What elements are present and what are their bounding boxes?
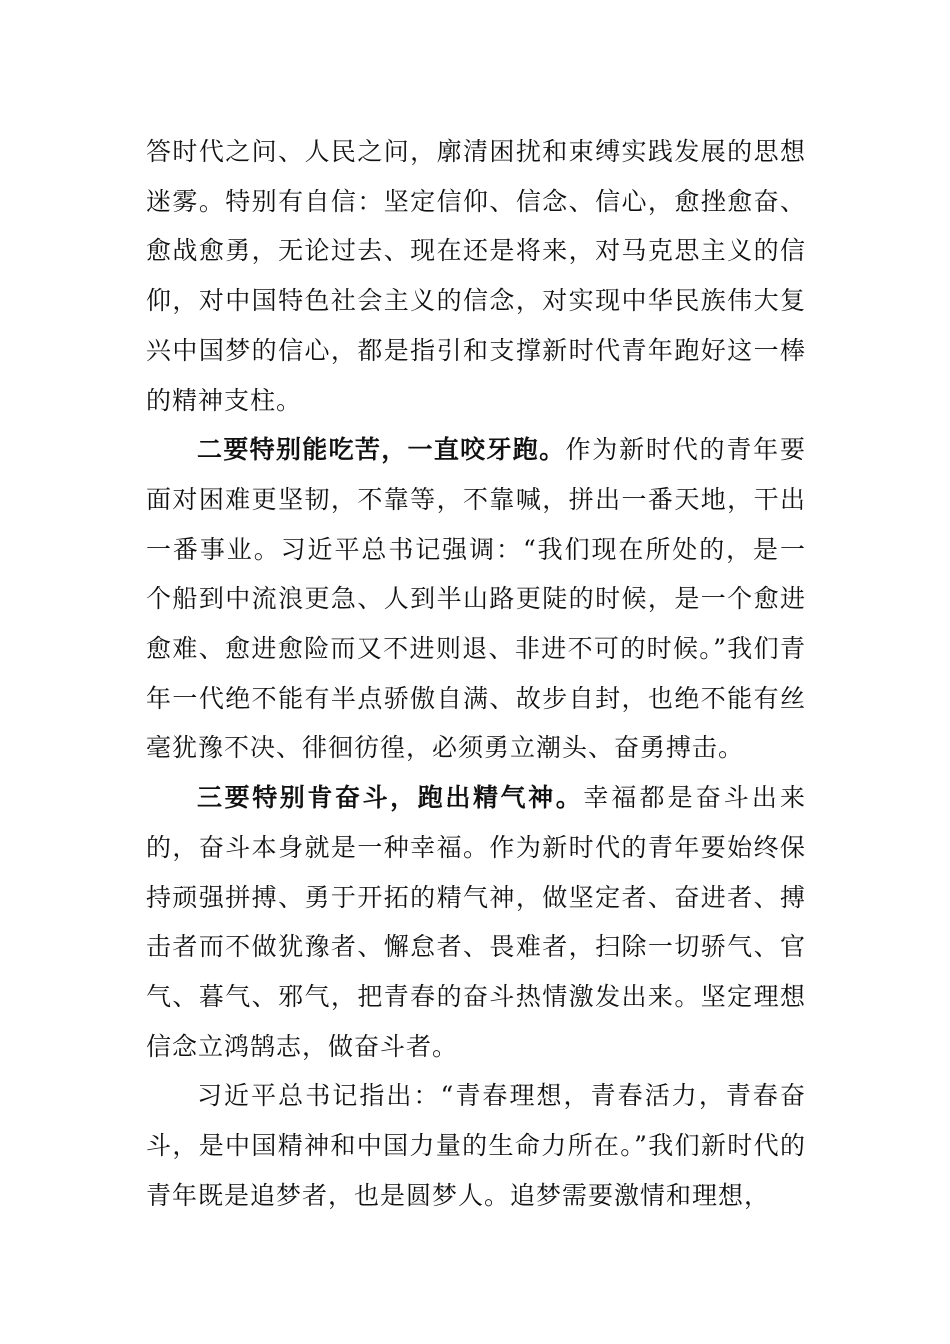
paragraph-text: 习近平总书记指出：“青春理想，青春活力，青春奋斗，是中国精神和中国力量的生命力所在。”我们新时代的青年既是追梦者，也是圆梦人。追梦需要激情和理想， [146,1081,806,1210]
paragraph-continuation [146,127,806,425]
paragraph-text: 幸福都是奋斗出来的，奋斗本身就是一种幸福。作为新时代的青年要始终保持顽强拼搏、勇于开拓的精气神，做坚定者、奋进者、搏击者而不做犹豫者、懈怠者、畏难者，扫除一切骄气、官气、暮气、邪气，把青春的奋斗热情激发出来。坚定理想信念立鸿鹄志，做奋斗者。 [146,783,806,1061]
paragraph-point-three [146,773,806,1071]
paragraph-text: 作为新时代的青年要面对困难更坚韧，不靠等，不靠喊，拼出一番天地，干出一番事业。习近平总书记强调：“我们现在所处的，是一个船到中流浪更急、人到半山路更陡的时候，是一个愈进愈难、愈进愈险而又不进则退、非进不可的时候。”我们青年一代绝不能有半点骄傲自满、故步自封，也绝不能有丝毫犹豫不决、徘徊彷徨，必须勇立潮头、奋勇搏击。 [146,435,806,763]
paragraph-quote [146,1071,806,1220]
paragraph-point-two [146,425,806,773]
paragraph-heading: 二要特别能吃苦，一直咬牙跑。 [197,435,566,465]
paragraph-text: 答时代之问、人民之问，廓清困扰和束缚实践发展的思想迷雾。特别有自信：坚定信仰、信念、信心，愈挫愈奋、愈战愈勇，无论过去、现在还是将来，对马克思主义的信仰，对中国特色社会主义的信念，对实现中华民族伟大复兴中国梦的信心，都是指引和支撑新时代青年跑好这一棒的精神支柱。 [146,137,806,415]
paragraph-heading: 三要特别肯奋斗，跑出精气神。 [197,783,584,813]
document-body [146,127,806,1220]
